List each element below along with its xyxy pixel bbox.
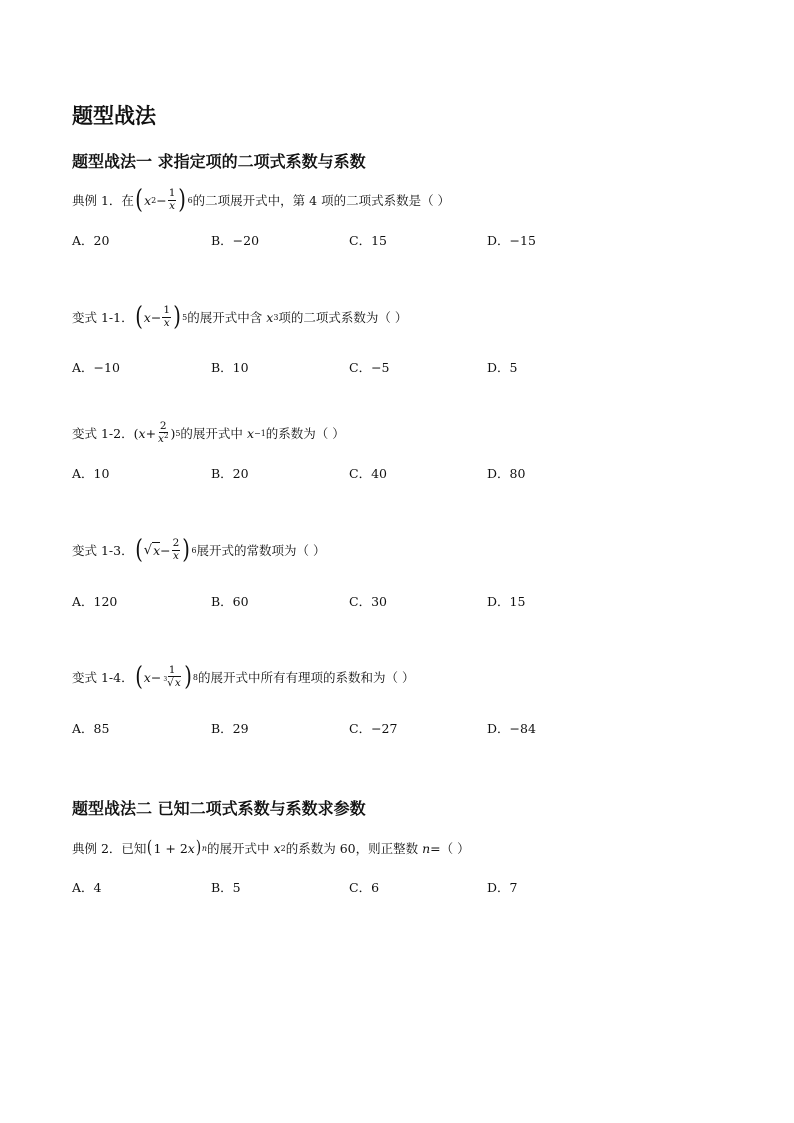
- option-a[interactable]: A．20: [72, 233, 110, 248]
- question-text-2: 项的二项式系数为（ ）: [278, 310, 408, 325]
- option-b[interactable]: B．29: [211, 721, 249, 736]
- question-text: 的展开式中: [207, 841, 270, 856]
- question-variant-1-1: 变式 1-1． ( x − $\frac{1}{x}$ ) 5 的展开式中含 x 3 项的二项式系数为（ ）: [72, 302, 408, 332]
- formula: ( x 2 − $\frac{1}{x}$ ) 6: [135, 185, 193, 215]
- formula: ( √ x − $\frac{2}{x}$ ) 6: [134, 535, 197, 565]
- option-d[interactable]: D．7: [487, 880, 518, 895]
- question-prefix: 变式 1-2．: [72, 426, 134, 441]
- question-variant-1-2: 变式 1-2． ( x + $\frac{2}{x^2}$ ) 5 的展开式中 x −1 的系数为（ ）: [72, 419, 345, 445]
- question-prefix: 变式 1-4．: [72, 670, 134, 685]
- question-text: 的展开式中: [180, 426, 243, 441]
- section-heading-2: 题型战法二 已知二项式系数与系数求参数: [72, 799, 366, 818]
- question-variant-1-4: [72, 658, 415, 696]
- option-b[interactable]: B．5: [211, 880, 241, 895]
- option-b[interactable]: B．20: [211, 466, 249, 481]
- option-c[interactable]: C．6: [349, 880, 380, 895]
- section-heading-1: 题型战法一 求指定项的二项式系数与系数: [72, 152, 366, 171]
- option-b[interactable]: B．10: [211, 360, 249, 375]
- formula-term: x: [266, 309, 274, 325]
- question-variant-1-3: [72, 532, 326, 568]
- question-prefix: 变式 1-1．: [72, 310, 134, 325]
- option-c[interactable]: C．40: [349, 466, 387, 481]
- option-c[interactable]: C．30: [349, 594, 387, 609]
- option-b[interactable]: B．−20: [211, 233, 260, 248]
- option-c[interactable]: C．15: [349, 233, 387, 248]
- option-c[interactable]: C．−27: [349, 721, 398, 736]
- option-c[interactable]: C．−5: [349, 360, 390, 375]
- option-d[interactable]: D．−84: [487, 721, 536, 736]
- option-d[interactable]: D．80: [487, 466, 526, 481]
- formula: ( x − $\frac{1}{^3√x}$ ) 8: [134, 662, 199, 692]
- question-text: 的展开式中含: [187, 310, 263, 325]
- option-d[interactable]: D．5: [487, 360, 518, 375]
- formula-term: x: [273, 840, 281, 856]
- question-prefix: 典例 1．在: [72, 193, 134, 208]
- option-d[interactable]: D．−15: [487, 233, 536, 248]
- formula: ( x − $\frac{1}{x}$ ) 5: [134, 302, 188, 332]
- question-text: 的二项展开式中，第 4 项的二项式系数是（ ）: [192, 193, 451, 208]
- page-title: 题型战法: [72, 104, 156, 128]
- formula-n: n: [422, 840, 431, 856]
- option-a[interactable]: A．10: [72, 466, 110, 481]
- question-prefix: 变式 1-3．: [72, 543, 134, 558]
- question-text-2: 的系数为 60，则正整数: [285, 841, 419, 856]
- option-a[interactable]: A．120: [72, 594, 118, 609]
- question-text-2: 的系数为（ ）: [265, 426, 345, 441]
- option-a[interactable]: A．−10: [72, 360, 120, 375]
- question-text-3: =（ ）: [430, 841, 470, 856]
- question-text: 的展开式中所有有理项的系数和为（ ）: [198, 670, 415, 685]
- formula-term: x: [246, 425, 254, 441]
- formula: ( 1 + 2 x ) n: [147, 837, 208, 858]
- option-d[interactable]: D．15: [487, 594, 526, 609]
- option-a[interactable]: A．4: [72, 880, 102, 895]
- question-text: 展开式的常数项为（ ）: [196, 543, 326, 558]
- question-example-1: [72, 182, 450, 218]
- question-prefix: 典例 2．已知: [72, 841, 147, 856]
- question-example-2: 典例 2．已知 ( 1 + 2 x ) n 的展开式中 x 2 的系数为 60，则正整数 n =（ ）: [72, 837, 470, 858]
- option-b[interactable]: B．60: [211, 594, 249, 609]
- formula: ( x + $\frac{2}{x^2}$ ) 5: [133, 419, 181, 445]
- option-a[interactable]: A．85: [72, 721, 110, 736]
